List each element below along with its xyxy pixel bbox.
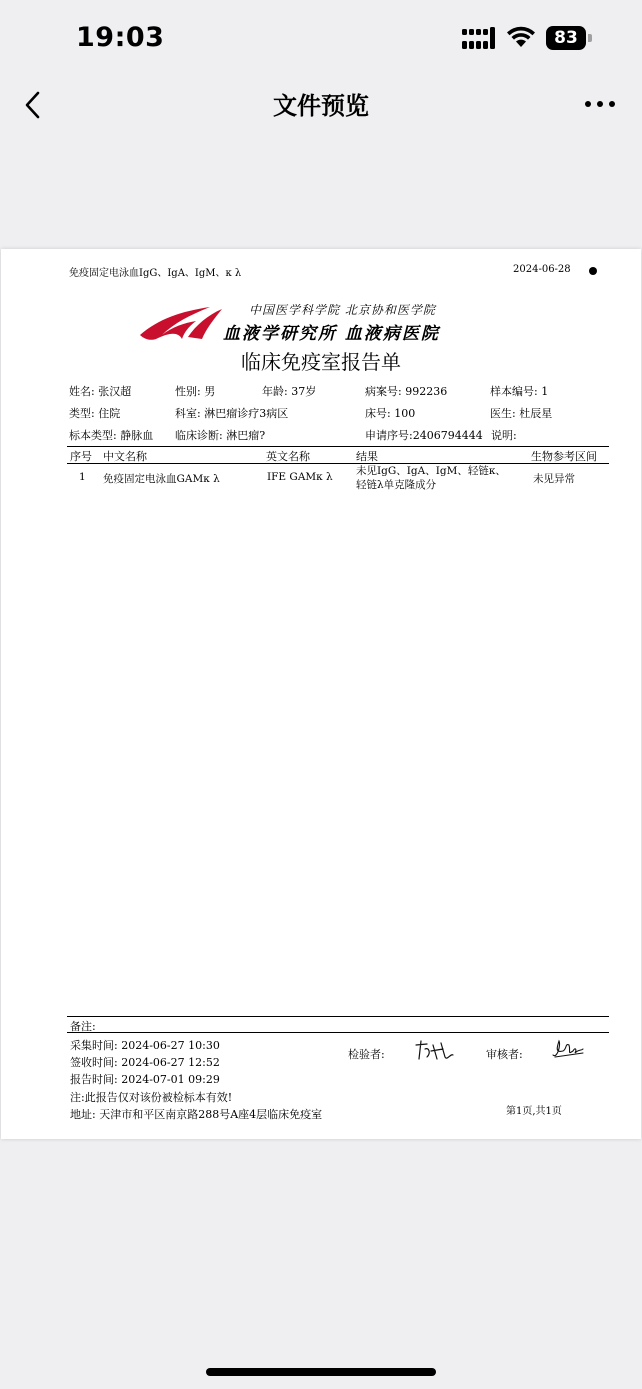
logo-text-line2: 血液学研究所 血液病医院 (223, 324, 440, 344)
specimen-type: 标本类型: 静脉血 (69, 429, 154, 442)
page-info: 第1页,共1页 (506, 1106, 562, 1117)
status-bar (0, 0, 642, 70)
request-number: 申请序号:2406794444 (365, 429, 483, 442)
reviewer-label: 审核者: (486, 1048, 523, 1061)
col-header-index: 序号 (70, 450, 92, 463)
bed-number: 床号: 100 (365, 407, 416, 420)
doc-header-date: 2024-06-28 (513, 264, 571, 275)
table-top-rule (67, 446, 609, 447)
col-header-reference: 生物参考区间 (531, 450, 597, 463)
examiner-label: 检验者: (348, 1048, 385, 1061)
reviewer-signature-icon (549, 1037, 585, 1061)
logo-text-line1: 中国医学科学院 北京协和医学院 (249, 303, 436, 317)
row-result (356, 464, 526, 492)
col-header-result: 结果 (356, 450, 378, 463)
row-result-line2: 轻链λ单克隆成分 (356, 479, 437, 491)
nav-bar (0, 70, 642, 138)
note-label: 说明: (491, 429, 517, 442)
case-number: 病案号: 992236 (365, 385, 448, 398)
lab-address: 地址: 天津市和平区南京路288号A座4层临床免疫室 (70, 1108, 323, 1121)
patient-type: 类型: 住院 (69, 407, 121, 420)
report-time: 报告时间: 2024-07-01 09:29 (70, 1073, 220, 1086)
examiner-signature-icon (413, 1039, 455, 1063)
remarks-top-rule (67, 1016, 609, 1017)
patient-name: 姓名: 张汉超 (69, 385, 132, 398)
patient-sex: 性别: 男 (175, 385, 216, 398)
patient-age: 年龄: 37岁 (262, 385, 317, 398)
receive-time: 签收时间: 2024-06-27 12:52 (70, 1056, 220, 1069)
row-reference: 未见异常 (533, 473, 575, 485)
department: 科室: 淋巴瘤诊疗3病区 (175, 407, 289, 420)
doc-dot (589, 267, 597, 275)
row-index: 1 (79, 471, 86, 483)
sample-number: 样本编号: 1 (490, 385, 549, 398)
row-cn-name: 免疫固定电泳血GAMκ λ (103, 473, 220, 485)
battery-icon (546, 26, 592, 50)
report-title: 临床免疫室报告单 (241, 350, 401, 374)
doc-header-test-name: 免疫固定电泳血IgG、IgA、IgM、κ λ (69, 268, 242, 279)
wifi-icon (505, 25, 537, 49)
remarks-bottom-rule (67, 1032, 609, 1033)
home-indicator[interactable] (206, 1368, 436, 1376)
battery-nub (588, 34, 592, 42)
hospital-logo-icon (138, 301, 224, 343)
table-header-rule (67, 463, 609, 464)
more-horizontal-icon[interactable] (584, 94, 616, 114)
row-en-name: IFE GAMκ λ (267, 471, 333, 483)
doctor: 医生: 杜辰星 (490, 407, 553, 420)
clinical-diagnosis: 临床诊断: 淋巴瘤? (175, 429, 266, 442)
row-result-line1: 未见IgG、IgA、IgM、轻链κ、 (356, 465, 506, 477)
battery-level: 83 (546, 26, 586, 50)
collect-time: 采集时间: 2024-06-27 10:30 (70, 1039, 220, 1052)
col-header-en-name: 英文名称 (266, 450, 310, 463)
signal-icon (462, 27, 496, 49)
page-title: 文件预览 (273, 92, 369, 120)
col-header-cn-name: 中文名称 (103, 450, 147, 463)
remarks-label: 备注: (70, 1020, 96, 1033)
status-time: 19:03 (76, 22, 165, 53)
validity-notice: 注:此报告仅对该份被检标本有效! (70, 1091, 233, 1104)
document-preview[interactable] (1, 249, 641, 1139)
